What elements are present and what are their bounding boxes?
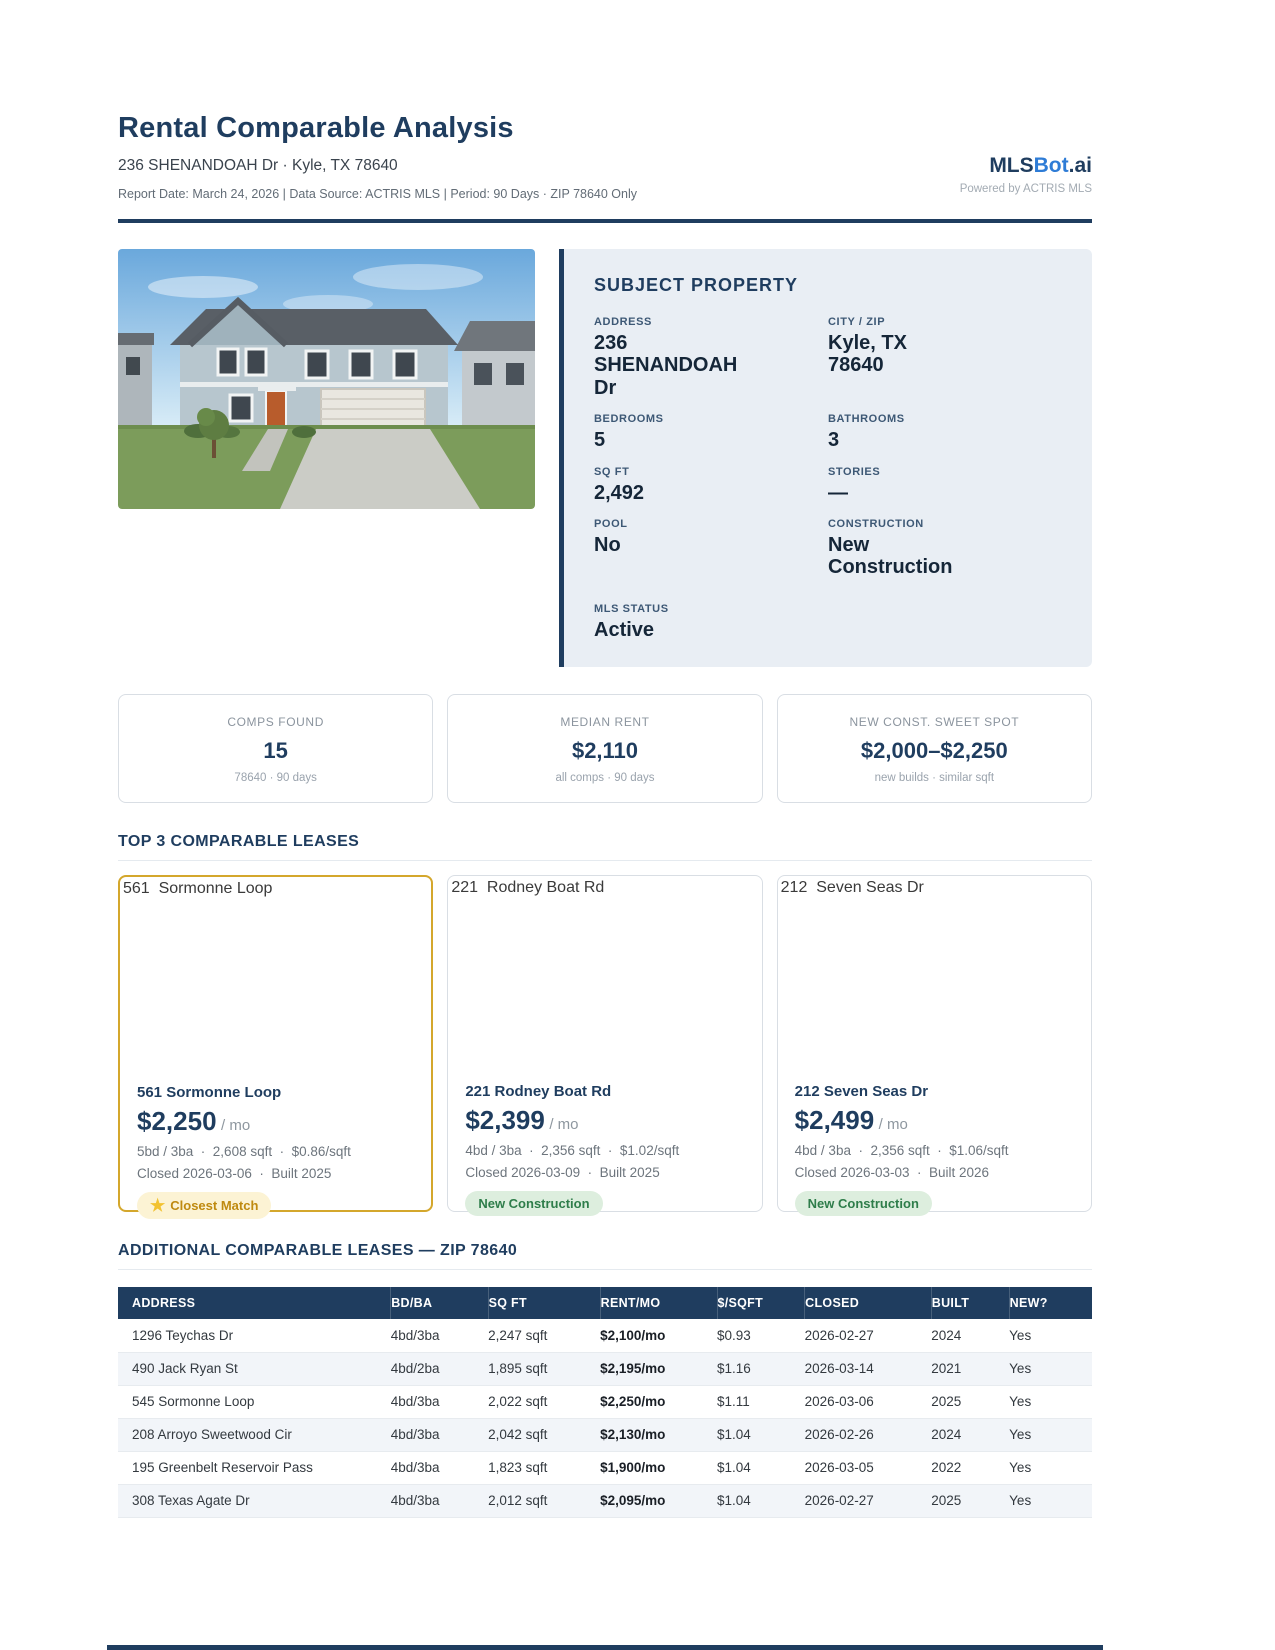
field-label: STORIES (828, 465, 881, 478)
table-cell: Yes (1009, 1385, 1092, 1418)
table-cell: $1.16 (717, 1352, 805, 1385)
field-city-zip (828, 316, 1062, 399)
field-construction (828, 518, 1062, 579)
comp-card-3 (777, 875, 1092, 1212)
table-row (118, 1484, 1092, 1517)
table-cell: 4bd/3ba (391, 1418, 488, 1451)
badge-label: New Construction (807, 1196, 919, 1212)
comp-price-period: / mo (878, 1116, 908, 1134)
comp-specs: 4bd / 3ba · 2,356 sqft · $1.02/sqft (465, 1143, 680, 1159)
table-cell: 2025 (931, 1484, 1009, 1517)
column-header: BD/BA (391, 1287, 488, 1319)
field-label: BATHROOMS (828, 413, 905, 426)
table-cell: 2,042 sqft (488, 1418, 600, 1451)
brand-bot: Bot (1033, 154, 1069, 177)
table-cell: 1,895 sqft (488, 1352, 600, 1385)
field-bathrooms (828, 413, 1062, 451)
table-cell: 545 Sormonne Loop (118, 1385, 391, 1418)
table-cell: $2,250/mo (600, 1385, 717, 1418)
star-icon: ★ (150, 1196, 166, 1216)
field-value: 236 SHENANDOAH Dr (594, 332, 738, 399)
table-cell: $1.04 (717, 1484, 805, 1517)
broken-image-alt-text: 212 Seven Seas Dr (780, 879, 924, 897)
table-cell: $1.04 (717, 1451, 805, 1484)
table-cell: 2022 (931, 1451, 1009, 1484)
summary-stats (118, 694, 1092, 803)
stat-label: NEW CONST. SWEET SPOT (849, 715, 1020, 730)
top-comps-cards (118, 875, 1092, 1216)
table-cell: 2,022 sqft (488, 1385, 600, 1418)
table-cell: 195 Greenbelt Reservoir Pass (118, 1451, 391, 1484)
table-row (118, 1319, 1092, 1352)
field-value: — (828, 481, 848, 504)
subject-section (118, 249, 1092, 667)
stat-label: MEDIAN RENT (560, 715, 650, 730)
table-cell: 490 Jack Ryan St (118, 1352, 391, 1385)
subject-fields (594, 316, 1062, 641)
field-value: 2,492 (594, 481, 645, 504)
stat-sub: new builds · similar sqft (874, 772, 995, 785)
comp-price-amount: $2,250 (137, 1106, 217, 1137)
comp-price (795, 1105, 1074, 1136)
table-cell: 4bd/3ba (391, 1484, 488, 1517)
broken-image-alt-text: 561 Sormonne Loop (123, 880, 273, 898)
table-cell: Yes (1009, 1418, 1092, 1451)
comp-price-period: / mo (220, 1117, 251, 1135)
table-cell: 2,012 sqft (488, 1484, 600, 1517)
stat-card-sweet-spot (777, 694, 1092, 803)
field-value: 5 (594, 429, 606, 452)
stat-sub: all comps · 90 days (555, 772, 655, 785)
table-cell: $2,195/mo (600, 1352, 717, 1385)
table-cell: 4bd/3ba (391, 1385, 488, 1418)
stat-card-comps-found (118, 694, 433, 803)
comp-price-amount: $2,399 (465, 1105, 545, 1136)
brand-mls: MLS (989, 154, 1034, 177)
subject-panel-title: SUBJECT PROPERTY (594, 275, 799, 295)
table-cell: $0.93 (717, 1319, 805, 1352)
field-value: Kyle, TX 78640 (828, 332, 907, 377)
stat-value: $2,000–$2,250 (860, 738, 1008, 764)
table-cell: $2,095/mo (600, 1484, 717, 1517)
brand-ai: .ai (1068, 154, 1092, 177)
field-value: 3 (828, 429, 840, 452)
comp-address: 561 Sormonne Loop (137, 1084, 282, 1102)
footer-rule (107, 1645, 1103, 1650)
column-header: NEW? (1009, 1287, 1092, 1319)
field-label: CITY / ZIP (828, 316, 886, 328)
table-cell: 1296 Teychas Dr (118, 1319, 391, 1352)
column-header: BUILT (931, 1287, 1009, 1319)
comp-closed-line: Closed 2026-03-03 · Built 2026 (794, 1165, 990, 1181)
comp-price (137, 1106, 414, 1137)
table-cell: Yes (1009, 1352, 1092, 1385)
comp-price-period: / mo (549, 1116, 579, 1134)
stat-value: $2,110 (571, 738, 639, 764)
table-cell: $1.04 (717, 1418, 805, 1451)
field-label: BEDROOMS (594, 413, 664, 426)
brand-logo (960, 154, 1092, 195)
comp-closed-line: Closed 2026-03-09 · Built 2025 (465, 1165, 660, 1181)
table-cell: 2026-03-14 (805, 1352, 932, 1385)
comp-card-1 (118, 875, 433, 1216)
field-mls-status (594, 603, 828, 641)
comp-specs: 4bd / 3ba · 2,356 sqft · $1.06/sqft (794, 1143, 1009, 1159)
comp-photo-placeholder (448, 876, 761, 1079)
table-cell: 2026-02-27 (805, 1484, 932, 1517)
comp-photo-placeholder (120, 877, 431, 1080)
comp-address: 212 Seven Seas Dr (794, 1083, 929, 1101)
field-label: POOL (594, 517, 628, 530)
table-cell: 2025 (931, 1385, 1009, 1418)
top-comps-heading: TOP 3 COMPARABLE LEASES (118, 833, 1092, 861)
field-label: SQ FT (594, 465, 630, 478)
field-label: CONSTRUCTION (828, 517, 924, 530)
badge-label: Closest Match (170, 1198, 259, 1214)
column-header: $/SQFT (717, 1287, 805, 1319)
column-header: ADDRESS (118, 1287, 391, 1319)
comp-price (465, 1105, 744, 1136)
table-cell: 2026-02-26 (805, 1418, 932, 1451)
table-cell: 2026-03-05 (805, 1451, 932, 1484)
comp-card-2 (447, 875, 762, 1212)
comp-address: 221 Rodney Boat Rd (465, 1083, 612, 1101)
brand-wordmark (960, 154, 1092, 178)
table-cell: Yes (1009, 1451, 1092, 1484)
table-row (118, 1352, 1092, 1385)
comp-photo-placeholder (778, 876, 1091, 1079)
subject-address-line: 236 SHENANDOAH Dr · Kyle, TX 78640 (118, 157, 398, 174)
field-label: MLS STATUS (594, 602, 669, 615)
table-row (118, 1418, 1092, 1451)
table-row (118, 1385, 1092, 1418)
table-header-row (118, 1287, 1092, 1319)
table-cell: 4bd/3ba (391, 1451, 488, 1484)
comps-table (118, 1287, 1092, 1518)
table-cell: $1.11 (717, 1385, 805, 1418)
table-cell: 2024 (931, 1418, 1009, 1451)
field-value: Active (594, 618, 655, 641)
table-cell: $2,100/mo (600, 1319, 717, 1352)
brand-tagline: Powered by ACTRIS MLS (959, 183, 1092, 195)
stat-card-median-rent (447, 694, 762, 803)
column-header: RENT/MO (600, 1287, 717, 1319)
comp-specs: 5bd / 3ba · 2,608 sqft · $0.86/sqft (137, 1144, 351, 1160)
table-cell: 308 Texas Agate Dr (118, 1484, 391, 1517)
additional-comps-heading: ADDITIONAL COMPARABLE LEASES — ZIP 78640 (118, 1242, 1092, 1270)
table-row (118, 1451, 1092, 1484)
new-construction-badge (465, 1191, 602, 1216)
table-cell: 2026-02-27 (805, 1319, 932, 1352)
new-construction-badge (795, 1191, 932, 1216)
field-value: New Construction (828, 533, 953, 579)
table-cell: 2021 (931, 1352, 1009, 1385)
field-bedrooms (594, 413, 828, 451)
field-value: No (594, 533, 621, 556)
subject-property-panel (559, 249, 1092, 667)
field-address (594, 316, 828, 399)
field-stories (828, 466, 1062, 504)
field-label: ADDRESS (594, 316, 652, 328)
table-cell: 4bd/3ba (391, 1319, 488, 1352)
table-cell: Yes (1009, 1484, 1092, 1517)
table-cell: Yes (1009, 1319, 1092, 1352)
report-header (118, 112, 1092, 223)
field-sqft (594, 466, 828, 504)
stat-value: 15 (263, 738, 288, 764)
comp-price-amount: $2,499 (794, 1105, 875, 1136)
stat-sub: 78640 · 90 days (234, 772, 317, 785)
table-cell: 2,247 sqft (488, 1319, 600, 1352)
column-header: CLOSED (805, 1287, 932, 1319)
broken-image-alt-text: 221 Rodney Boat Rd (451, 879, 605, 897)
table-cell: $1,900/mo (600, 1451, 717, 1484)
subject-property-photo (118, 249, 535, 509)
header-rule (118, 219, 1092, 223)
house-photo-illustration (118, 249, 535, 509)
page-title: Rental Comparable Analysis (118, 112, 514, 144)
closest-match-badge (137, 1192, 271, 1219)
table-cell: 1,823 sqft (488, 1451, 600, 1484)
table-cell: 4bd/2ba (391, 1352, 488, 1385)
column-header: SQ FT (488, 1287, 600, 1319)
table-cell: $2,130/mo (600, 1418, 717, 1451)
table-cell: 2026-03-06 (805, 1385, 932, 1418)
report-meta: Report Date: March 24, 2026 | Data Source: ACTRIS MLS | Period: 90 Days · ZIP 78640 Only (118, 187, 638, 201)
field-pool (594, 518, 828, 579)
stat-label: COMPS FOUND (227, 715, 324, 730)
comp-closed-line: Closed 2026-03-06 · Built 2025 (137, 1166, 332, 1182)
table-cell: 2024 (931, 1319, 1009, 1352)
table-cell: 208 Arroyo Sweetwood Cir (118, 1418, 391, 1451)
badge-label: New Construction (478, 1196, 590, 1212)
